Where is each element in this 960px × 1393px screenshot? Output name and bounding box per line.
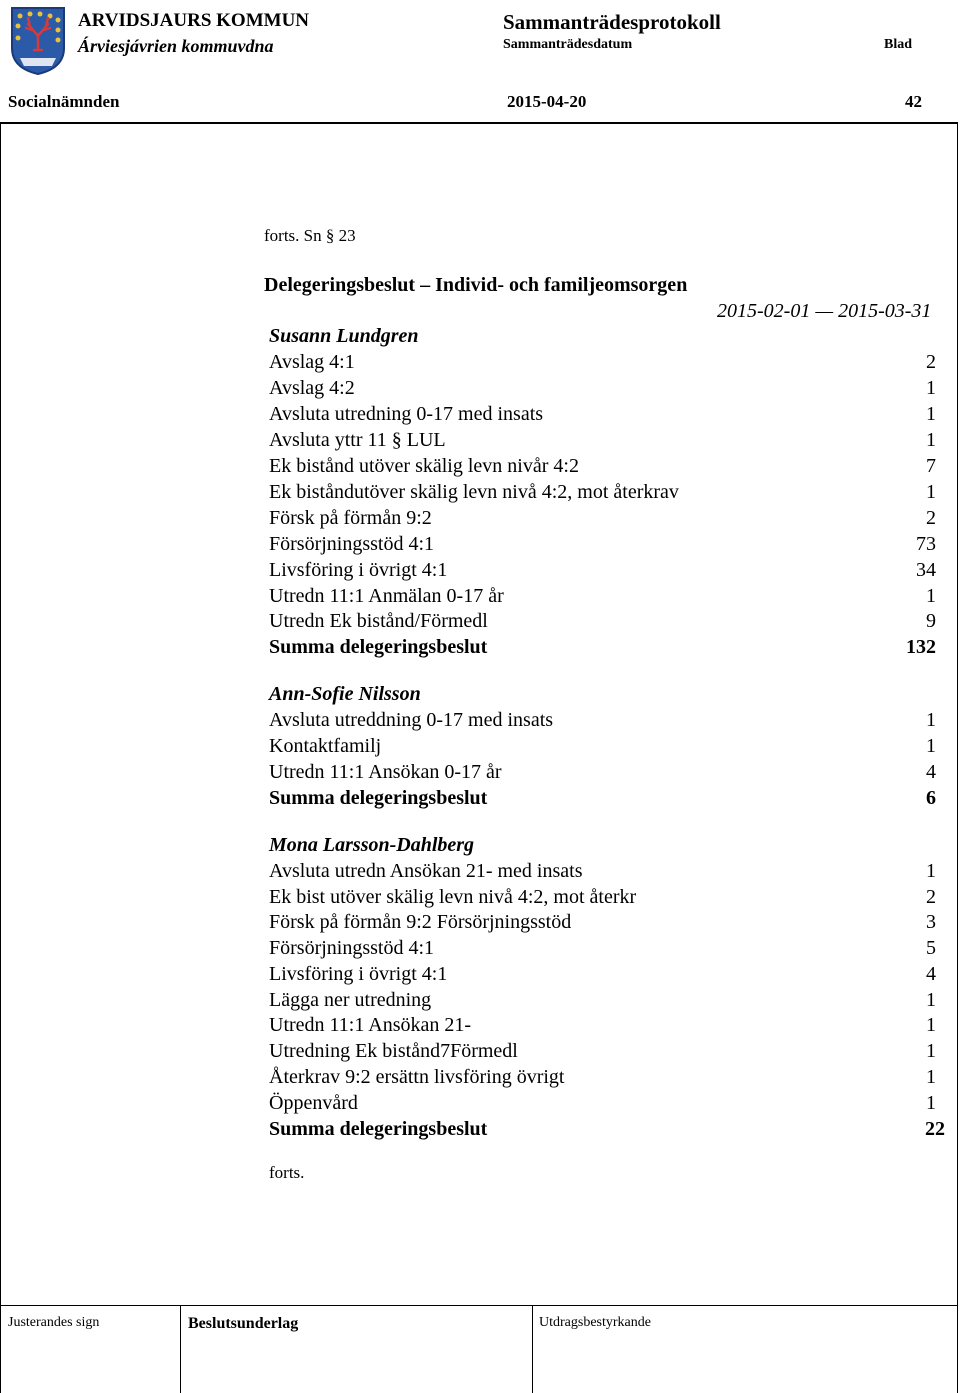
report-period: 2015-02-01 — 2015-03-31 — [717, 300, 932, 322]
sum-value: 132 — [906, 636, 936, 658]
decision-type: Avslag 4:2 — [269, 377, 355, 399]
decision-type: Lägga ner utredning — [269, 989, 432, 1011]
decision-basis-label: Beslutsunderlag — [188, 1315, 299, 1332]
decision-count: 9 — [926, 610, 936, 632]
decision-count: 1 — [926, 1066, 936, 1088]
decision-count: 4 — [926, 963, 936, 985]
committee-name: Socialnämnden — [8, 92, 120, 111]
decision-type: Försk på förmån 9:2 — [269, 507, 432, 529]
sum-label: Summa delegeringsbeslut — [269, 636, 488, 658]
decision-type: Avsluta utredn Ansökan 21- med insats — [269, 860, 583, 882]
person-heading: Susann Lundgren — [269, 325, 419, 347]
decision-count: 1 — [926, 989, 936, 1011]
decision-count: 4 — [926, 761, 936, 783]
decision-type: Försörjningsstöd 4:1 — [269, 533, 435, 555]
document-title: Delegeringsbeslut – Individ- och familjeomsorgen — [264, 274, 688, 296]
section-reference: forts. Sn § 23 — [264, 226, 356, 245]
header-divider — [0, 122, 958, 124]
decision-type: Avsluta yttr 11 § LUL — [269, 429, 446, 451]
footer-separator-1 — [180, 1305, 181, 1393]
decision-count: 1 — [926, 585, 936, 607]
decision-type: Utredn 11:1 Ansökan 0-17 år — [269, 761, 502, 783]
municipality-sami-name: Árviesjávrien kommuvdna — [78, 36, 274, 56]
decision-count: 1 — [926, 403, 936, 425]
decision-count: 1 — [926, 481, 936, 503]
decision-count: 34 — [916, 559, 936, 581]
decision-count: 2 — [926, 886, 936, 908]
decision-count: 2 — [926, 507, 936, 529]
sum-label: Summa delegeringsbeslut — [269, 1118, 488, 1140]
decision-count: 5 — [926, 937, 936, 959]
decision-type: Ek biståndutöver skälig levn nivå 4:2, mot återkrav — [269, 481, 679, 503]
decision-count: 73 — [916, 533, 936, 555]
sum-label: Summa delegeringsbeslut — [269, 787, 488, 809]
decision-count: 7 — [926, 455, 936, 477]
footer-divider — [0, 1305, 958, 1306]
decision-count: 3 — [926, 911, 936, 933]
decision-count: 2 — [926, 351, 936, 373]
page-number: 42 — [905, 92, 922, 111]
decision-count: 1 — [926, 1014, 936, 1036]
decision-type: Avsluta utredning 0-17 med insats — [269, 403, 544, 425]
footer-separator-2 — [532, 1305, 533, 1393]
decision-type: Avsluta utreddning 0-17 med insats — [269, 709, 554, 731]
decision-type: Försörjningsstöd 4:1 — [269, 937, 435, 959]
adjuster-sign-label: Justerandes sign — [8, 1315, 100, 1330]
decision-type: Öppenvård — [269, 1092, 358, 1114]
decision-type: Utredning Ek bistånd7Förmedl — [269, 1040, 518, 1062]
municipality-name: ARVIDSJAURS KOMMUN — [78, 10, 310, 31]
decision-type: Utredn Ek bistånd/Förmedl — [269, 610, 488, 632]
decision-type: Försk på förmån 9:2 Försörjningsstöd — [269, 911, 572, 933]
continued-note: forts. — [269, 1163, 305, 1182]
decision-type: Utredn 11:1 Ansökan 21- — [269, 1014, 472, 1036]
decision-count: 1 — [926, 1040, 936, 1062]
decision-type: Kontaktfamilj — [269, 735, 382, 757]
sum-value: 6 — [926, 787, 936, 809]
decision-count: 1 — [926, 429, 936, 451]
left-border — [0, 122, 1, 1393]
protocol-title: Sammanträdesprotokoll — [503, 10, 721, 34]
page-label: Blad — [884, 37, 913, 52]
decision-count: 1 — [926, 1092, 936, 1114]
decision-count: 1 — [926, 377, 936, 399]
decision-type: Ek bist utöver skälig levn nivå 4:2, mot återkr — [269, 886, 637, 908]
decision-count: 1 — [926, 709, 936, 731]
decision-type: Återkrav 9:2 ersättn livsföring övrigt — [269, 1066, 565, 1088]
decision-count: 1 — [926, 735, 936, 757]
right-border — [957, 122, 958, 1393]
extract-certification-label: Utdragsbestyrkande — [539, 1315, 651, 1330]
decision-type: Ek bistånd utöver skälig levn nivår 4:2 — [269, 455, 579, 477]
decision-type: Livsföring i övrigt 4:1 — [269, 559, 448, 581]
sum-value: 22 — [925, 1118, 945, 1140]
decision-type: Livsföring i övrigt 4:1 — [269, 963, 448, 985]
person-heading: Mona Larsson-Dahlberg — [269, 834, 475, 856]
decision-type: Avslag 4:1 — [269, 351, 355, 373]
person-heading: Ann-Sofie Nilsson — [269, 683, 421, 705]
municipal-coat-of-arms-icon — [8, 4, 68, 76]
decision-type: Utredn 11:1 Anmälan 0-17 år — [269, 585, 504, 607]
meeting-date-label: Sammanträdesdatum — [503, 37, 633, 52]
decision-count: 1 — [926, 860, 936, 882]
meeting-date: 2015-04-20 — [507, 92, 587, 111]
